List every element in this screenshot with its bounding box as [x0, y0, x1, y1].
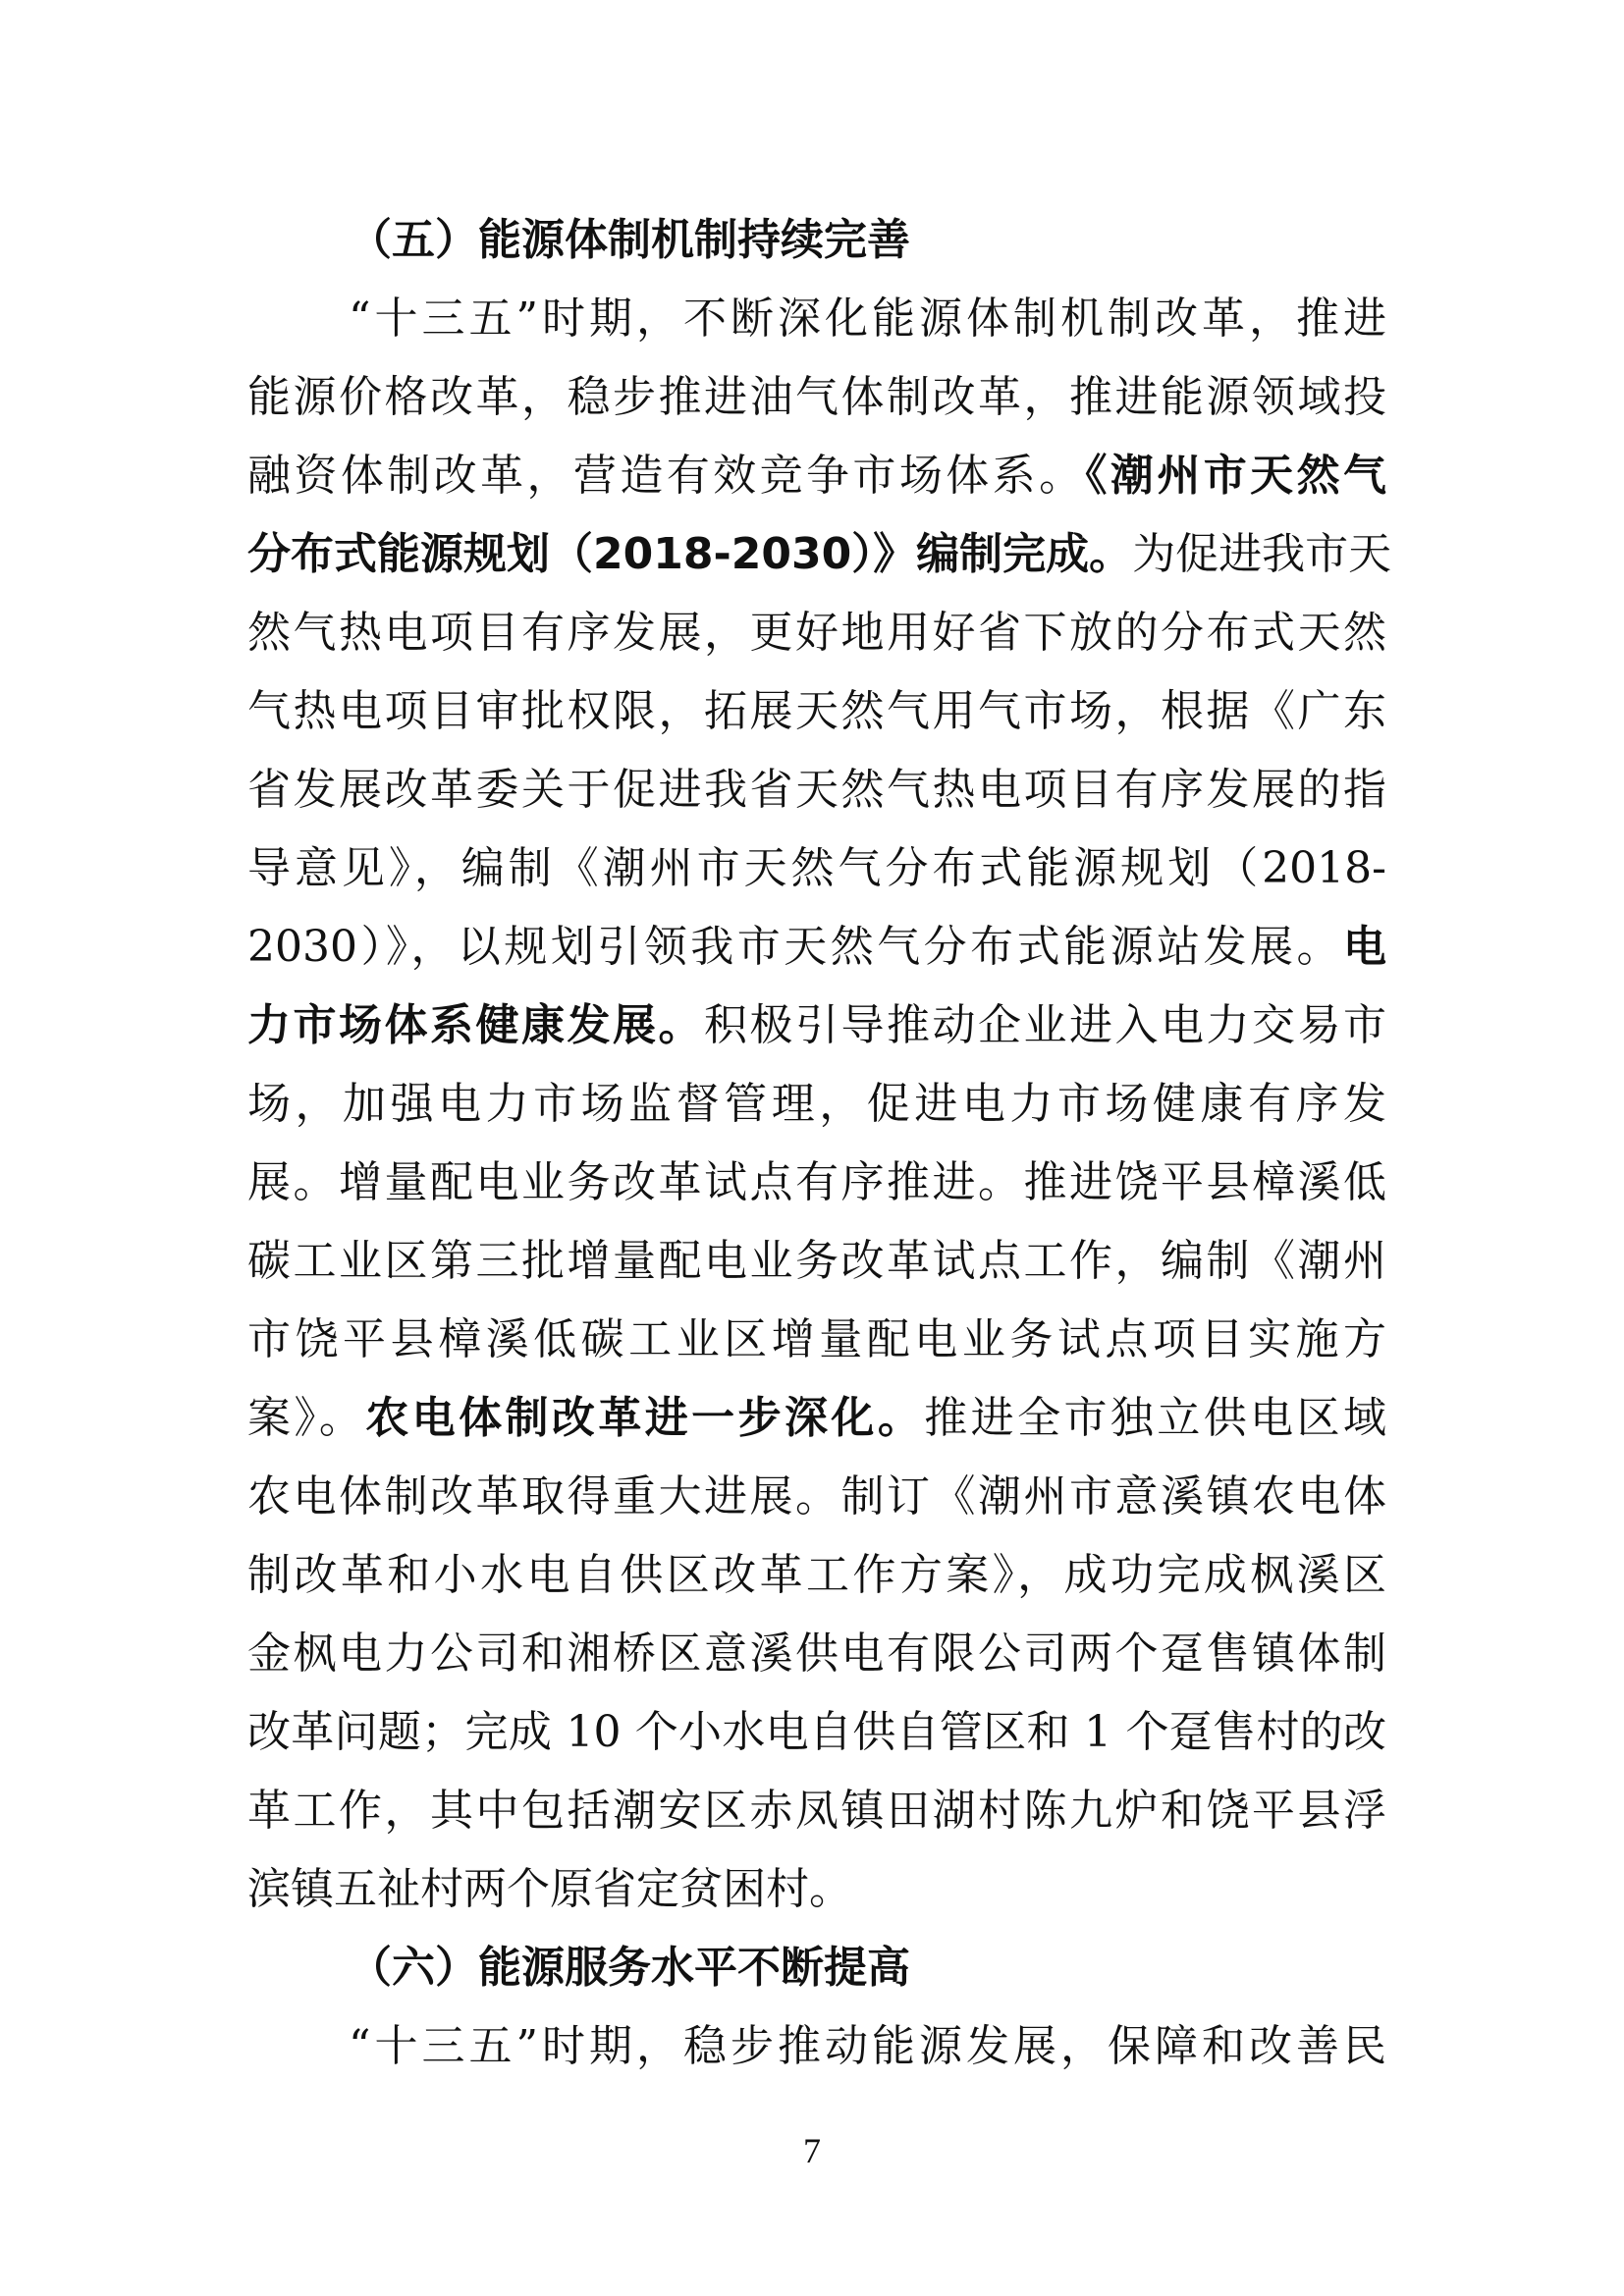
paragraph-line	[247, 604, 1386, 663]
text-segment: 碳工业区第三批增量配电业务改革试点工作，编制《潮州	[247, 1236, 1386, 1286]
bold-text-segment: 力市场体系健康发展。	[247, 1000, 704, 1050]
text-segment: 2030）》，以规划引领我市天然气分布式能源站发展。	[247, 922, 1343, 972]
paragraph-line	[247, 1153, 1386, 1212]
paragraph-line	[247, 1075, 1386, 1134]
text-segment: 案》。	[247, 1393, 366, 1443]
paragraph-line	[247, 839, 1386, 898]
paragraph-line	[247, 1389, 1386, 1448]
text-segment: 改革问题；完成 10 个小水电自供自管区和 1 个趸售村的改	[247, 1707, 1386, 1757]
text-segment: 推进全市独立供电区域	[924, 1393, 1386, 1443]
paragraph-line	[247, 1860, 1386, 1919]
section-heading: （六）能源服务水平不断提高	[349, 1943, 910, 1993]
text-segment: 气热电项目审批权限，拓展天然气用气市场，根据《广东	[247, 686, 1386, 736]
paragraph-line	[247, 1232, 1386, 1291]
bold-text-segment: 《潮州市天然气	[1085, 451, 1386, 501]
bold-text-segment: 电	[1343, 922, 1386, 972]
paragraph-line	[247, 368, 1386, 427]
paragraph-line	[349, 290, 1386, 348]
text-segment: 滨镇五祉村两个原省定贫困村。	[247, 1864, 852, 1914]
text-segment: 导意见》，编制《潮州市天然气分布式能源规划（2018-	[247, 843, 1386, 893]
text-segment: 省发展改革委关于促进我省天然气热电项目有序发展的指	[247, 765, 1386, 815]
paragraph-line	[247, 918, 1386, 977]
text-segment: 市饶平县樟溪低碳工业区增量配电业务试点项目实施方	[247, 1314, 1386, 1364]
text-segment: 革工作，其中包括潮安区赤凤镇田湖村陈九炉和饶平县浮	[247, 1786, 1386, 1836]
paragraph-line	[247, 1782, 1386, 1841]
paragraph-line	[247, 525, 1392, 584]
paragraph-line	[247, 1625, 1386, 1683]
text-segment: 场，加强电力市场监督管理，促进电力市场健康有序发	[247, 1079, 1386, 1129]
text-segment: 农电体制改革取得重大进展。制订《潮州市意溪镇农电体	[247, 1471, 1386, 1522]
text-segment: “十三五”时期，不断深化能源体制机制改革，推进	[349, 294, 1386, 344]
paragraph-line	[247, 1546, 1386, 1605]
text-segment: 制改革和小水电自供区改革工作方案》，成功完成枫溪区	[247, 1550, 1386, 1600]
text-segment: 能源价格改革，稳步推进油气体制改革，推进能源领域投	[247, 372, 1386, 422]
paragraph-line	[247, 1468, 1386, 1526]
text-segment: 积极引导推动企业进入电力交易市	[704, 1000, 1386, 1050]
paragraph-line	[247, 1703, 1386, 1762]
paragraph-line	[247, 1310, 1386, 1369]
bold-text-segment: 农电体制改革进一步深化。	[365, 1393, 925, 1443]
paragraph-line	[247, 682, 1386, 741]
text-segment: 融资体制改革，营造有效竞争市场体系。	[247, 451, 1086, 501]
text-segment: “十三五”时期，稳步推动能源发展，保障和改善民	[349, 2021, 1386, 2071]
paragraph-line	[247, 996, 1386, 1055]
bold-text-segment: 分布式能源规划（2018-2030）》编制完成。	[247, 529, 1133, 579]
paragraph-line	[247, 761, 1386, 820]
paragraph-line	[349, 2017, 1386, 2076]
paragraph-line	[247, 447, 1386, 506]
text-segment: 金枫电力公司和湘桥区意溪供电有限公司两个趸售镇体制	[247, 1629, 1386, 1679]
text-segment: 为促进我市天	[1132, 529, 1392, 579]
text-segment: 然气热电项目有序发展，更好地用好省下放的分布式天然	[247, 608, 1386, 658]
page-number: 7	[803, 2131, 821, 2170]
text-segment: 展。增量配电业务改革试点有序推进。推进饶平县樟溪低	[247, 1157, 1386, 1207]
section-heading: （五）能源体制机制持续完善	[349, 215, 910, 265]
